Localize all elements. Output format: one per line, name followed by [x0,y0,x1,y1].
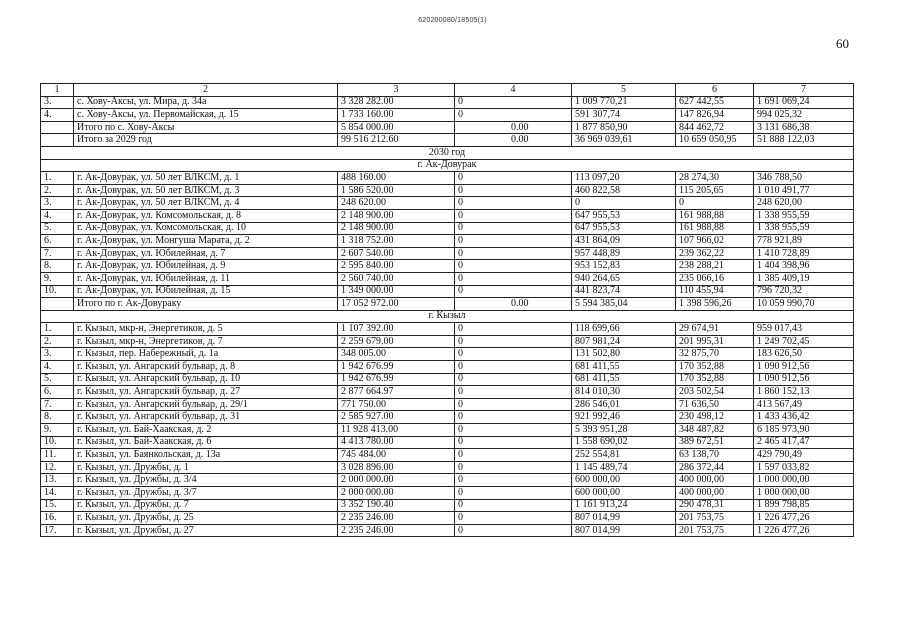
row-number-cell: 8. [41,411,74,424]
table-row [41,411,854,424]
total-cost-cell: 1 349 000.00 [338,285,455,298]
local-budget-cell: 201 753,75 [676,524,754,537]
owners-funds-cell: 51 888 122,03 [754,134,854,147]
table-row [41,109,854,122]
address-cell: с. Хову-Аксы, ул. Мира, д. 34а [74,96,338,109]
address-cell: г. Ак-Довурак, ул. Юбилейная, д. 7 [74,247,338,260]
fund-share-cell: 0 [455,386,572,399]
row-number-cell: 8. [41,260,74,273]
address-cell: г. Кызыл, ул. Дружбы, д. 1 [74,461,338,474]
page-number: 60 [836,36,849,51]
regional-budget-cell: 647 955,53 [572,209,676,222]
table-row [41,96,854,109]
table-row [41,335,854,348]
row-number-cell: 2. [41,184,74,197]
fund-share-cell: 0 [455,235,572,248]
regional-budget-cell: 957 448,89 [572,247,676,260]
fund-share-cell: 0 [455,436,572,449]
row-number-cell: 1. [41,172,74,185]
regional-budget-cell: 113 097,20 [572,172,676,185]
row-number-cell: 14. [41,487,74,500]
regional-budget-cell: 1 145 489,74 [572,461,676,474]
owners-funds-cell: 1 691 069,24 [754,96,854,109]
local-budget-cell: 110 455,94 [676,285,754,298]
address-cell: Итого по с. Хову-Аксы [74,121,338,134]
regional-budget-cell: 1 009 770,21 [572,96,676,109]
regional-budget-cell: 431 864,09 [572,235,676,248]
address-cell: г. Кызыл, ул. Ангарский бульвар, д. 29/1 [74,398,338,411]
total-cost-cell: 1 586 520.00 [338,184,455,197]
city-heading-kyzyl: г. Кызыл [41,310,854,323]
regional-budget-cell: 1 877 850,90 [572,121,676,134]
owners-funds-cell: 6 185 973,90 [754,424,854,437]
column-number: 4 [455,84,572,97]
address-cell: г. Ак-Довурак, ул. Юбилейная, д. 9 [74,260,338,273]
address-cell: г. Ак-Довурак, ул. Комсомольская, д. 8 [74,209,338,222]
total-cost-cell: 2 595 840.00 [338,260,455,273]
column-number: 2 [74,84,338,97]
regional-budget-cell: 131 502,80 [572,348,676,361]
row-number-cell: 2. [41,335,74,348]
row-number-cell: 6. [41,386,74,399]
address-cell: с. Хову-Аксы, ул. Первомайская, д. 15 [74,109,338,122]
total-cost-cell: 2 560 740.00 [338,272,455,285]
row-number-cell [41,298,74,311]
regional-budget-cell: 1 558 690,02 [572,436,676,449]
table-row [41,449,854,462]
address-cell: г. Кызыл, мкр-н, Энергетиков, д. 5 [74,323,338,336]
fund-share-cell: 0 [455,424,572,437]
local-budget-cell: 203 502,54 [676,386,754,399]
owners-funds-cell: 2 465 417,47 [754,436,854,449]
fund-share-cell: 0 [455,260,572,273]
row-number-cell: 11. [41,449,74,462]
local-budget-cell: 71 636,50 [676,398,754,411]
address-cell: г. Кызыл, ул. Дружбы, д. 3/4 [74,474,338,487]
owners-funds-cell: 346 788,50 [754,172,854,185]
table-row [41,487,854,500]
regional-budget-cell: 681 411,55 [572,361,676,374]
row-number-cell: 17. [41,524,74,537]
fund-share-cell: 0 [455,209,572,222]
total-cost-cell: 3 328 282.00 [338,96,455,109]
local-budget-cell: 201 995,31 [676,335,754,348]
total-cost-cell: 11 928 413.00 [338,424,455,437]
total-row [41,121,854,134]
regional-budget-cell: 600 000,00 [572,474,676,487]
address-cell: г. Ак-Довурак, ул. 50 лет ВЛКСМ, д. 4 [74,197,338,210]
regional-budget-cell: 921 992,46 [572,411,676,424]
local-budget-cell: 230 498,12 [676,411,754,424]
address-cell: г. Кызыл, мкр-н, Энергетиков, д. 7 [74,335,338,348]
owners-funds-cell: 1 010 491,77 [754,184,854,197]
address-cell: г. Ак-Довурак, ул. Монгуша Марата, д. 2 [74,235,338,248]
local-budget-cell: 400 000,00 [676,487,754,500]
table-row [41,272,854,285]
owners-funds-cell: 1 090 912,56 [754,373,854,386]
address-cell: г. Кызыл, ул. Дружбы, д. 3/7 [74,487,338,500]
regional-budget-cell: 5 393 951,28 [572,424,676,437]
address-cell: г. Кызыл, ул. Дружбы, д. 25 [74,512,338,525]
address-cell: г. Кызыл, ул. Дружбы, д. 27 [74,524,338,537]
local-budget-cell: 239 362,22 [676,247,754,260]
regional-budget-cell: 600 000,00 [572,487,676,500]
fund-share-cell: 0 [455,109,572,122]
regional-budget-cell: 807 014,99 [572,524,676,537]
total-cost-cell: 99 516 212.60 [338,134,455,147]
row-number-cell: 4. [41,209,74,222]
year-heading: 2030 год [41,146,854,159]
total-cost-cell: 1 318 752.00 [338,235,455,248]
local-budget-cell: 400 000,00 [676,474,754,487]
owners-funds-cell: 248 620,00 [754,197,854,210]
regional-budget-cell: 1 161 913,24 [572,499,676,512]
owners-funds-cell: 1 000 000,00 [754,474,854,487]
owners-funds-cell: 1 000 000,00 [754,487,854,500]
row-number-cell: 9. [41,272,74,285]
local-budget-cell: 238 288,21 [676,260,754,273]
local-budget-cell: 627 442,55 [676,96,754,109]
owners-funds-cell: 1 899 798,85 [754,499,854,512]
table-row [41,461,854,474]
total-cost-cell: 2 000 000.00 [338,474,455,487]
owners-funds-cell: 1 338 955,59 [754,222,854,235]
column-number: 7 [754,84,854,97]
fund-share-cell: 0.00 [455,134,572,147]
owners-funds-cell: 1 860 152,13 [754,386,854,399]
column-number: 3 [338,84,455,97]
address-cell: г. Кызыл, ул. Дружбы, д. 7 [74,499,338,512]
total-cost-cell: 1 942 676.99 [338,361,455,374]
fund-share-cell: 0 [455,272,572,285]
total-cost-cell: 348 005.00 [338,348,455,361]
fund-share-cell: 0.00 [455,121,572,134]
row-number-cell: 4. [41,361,74,374]
regional-budget-cell: 36 969 039,61 [572,134,676,147]
owners-funds-cell: 10 059 990,70 [754,298,854,311]
total-cost-cell: 2 585 927.00 [338,411,455,424]
table-row [41,373,854,386]
regional-budget-cell: 807 981,24 [572,335,676,348]
column-number: 1 [41,84,74,97]
local-budget-cell: 32 875,70 [676,348,754,361]
total-cost-cell: 4 413 780.00 [338,436,455,449]
fund-share-cell: 0 [455,487,572,500]
table-row [41,172,854,185]
total-cost-cell: 771 750.00 [338,398,455,411]
total-cost-cell: 1 107 392.00 [338,323,455,336]
row-number-cell: 7. [41,398,74,411]
row-number-cell: 4. [41,109,74,122]
table-row [41,386,854,399]
column-numbers-row [41,84,854,97]
table-row [41,323,854,336]
owners-funds-cell: 3 131 686,38 [754,121,854,134]
fund-share-cell: 0 [455,96,572,109]
total-cost-cell: 2 235 246.00 [338,512,455,525]
table-row [41,247,854,260]
total-row [41,134,854,147]
table-row [41,524,854,537]
fund-share-cell: 0 [455,348,572,361]
local-budget-cell: 235 066,16 [676,272,754,285]
owners-funds-cell: 1 249 702,45 [754,335,854,348]
column-number: 5 [572,84,676,97]
total-cost-cell: 3 028 896.00 [338,461,455,474]
total-cost-cell: 17 052 972.00 [338,298,455,311]
address-cell: г. Кызыл, ул. Бай-Хаакская, д. 6 [74,436,338,449]
address-cell: г. Ак-Довурак, ул. 50 лет ВЛКСМ, д. 1 [74,172,338,185]
regional-budget-cell: 681 411,55 [572,373,676,386]
local-budget-cell: 115 205,65 [676,184,754,197]
local-budget-cell: 170 352,88 [676,361,754,374]
column-number: 6 [676,84,754,97]
fund-share-cell: 0 [455,197,572,210]
local-budget-cell: 1 398 596,26 [676,298,754,311]
total-cost-cell: 2 235 246.00 [338,524,455,537]
fund-share-cell: 0 [455,411,572,424]
local-budget-cell: 844 462,72 [676,121,754,134]
total-cost-cell: 2 259 679.00 [338,335,455,348]
owners-funds-cell: 778 921,89 [754,235,854,248]
address-cell: г. Кызыл, ул. Баянкольская, д. 13а [74,449,338,462]
row-number-cell: 5. [41,222,74,235]
table-row [41,474,854,487]
regional-budget-cell: 807 014,99 [572,512,676,525]
table-row [41,260,854,273]
local-budget-cell: 29 674,91 [676,323,754,336]
fund-share-cell: 0 [455,247,572,260]
owners-funds-cell: 1 410 728,89 [754,247,854,260]
owners-funds-cell: 1 338 955,59 [754,209,854,222]
fund-share-cell: 0 [455,461,572,474]
table-body [41,84,854,537]
owners-funds-cell: 1 597 033,82 [754,461,854,474]
total-cost-cell: 248 620.00 [338,197,455,210]
total-cost-cell: 488 160.00 [338,172,455,185]
row-number-cell: 10. [41,285,74,298]
total-cost-cell: 1 942 676.99 [338,373,455,386]
regional-budget-cell: 940 264,65 [572,272,676,285]
year-heading-row [41,146,854,159]
fund-share-cell: 0.00 [455,298,572,311]
city-heading-akdovurak: г. Ак-Довурак [41,159,854,172]
address-cell: Итого по г. Ак-Довураку [74,298,338,311]
fund-share-cell: 0 [455,499,572,512]
owners-funds-cell: 183 626,50 [754,348,854,361]
table-row [41,348,854,361]
regional-budget-cell: 441 823,74 [572,285,676,298]
total-cost-cell: 2 148 900.00 [338,209,455,222]
owners-funds-cell: 1 226 477,26 [754,512,854,525]
row-number-cell: 16. [41,512,74,525]
local-budget-cell: 170 352,88 [676,373,754,386]
table-row [41,209,854,222]
total-cost-cell: 2 877 664.97 [338,386,455,399]
owners-funds-cell: 1 090 912,56 [754,361,854,374]
row-number-cell: 9. [41,424,74,437]
fund-share-cell: 0 [455,361,572,374]
local-budget-cell: 201 753,75 [676,512,754,525]
row-number-cell: 13. [41,474,74,487]
row-number-cell: 1. [41,323,74,336]
city-heading-kyzyl-row [41,310,854,323]
address-cell: г. Ак-Довурак, ул. Юбилейная, д. 11 [74,272,338,285]
row-number-cell: 5. [41,373,74,386]
local-budget-cell: 28 274,30 [676,172,754,185]
regional-budget-cell: 118 699,66 [572,323,676,336]
fund-share-cell: 0 [455,323,572,336]
table-row [41,499,854,512]
table-row [41,424,854,437]
fund-share-cell: 0 [455,512,572,525]
row-number-cell: 3. [41,348,74,361]
address-cell: г. Кызыл, ул. Ангарский бульвар, д. 31 [74,411,338,424]
total-cost-cell: 745 484.00 [338,449,455,462]
fund-share-cell: 0 [455,474,572,487]
housing-repair-table [40,83,854,537]
row-number-cell: 7. [41,247,74,260]
table-row [41,235,854,248]
row-number-cell [41,121,74,134]
fund-share-cell: 0 [455,184,572,197]
total-cost-cell: 2 607 540.00 [338,247,455,260]
regional-budget-cell: 814 010,30 [572,386,676,399]
address-cell: г. Ак-Довурак, ул. 50 лет ВЛКСМ, д. 3 [74,184,338,197]
table-row [41,512,854,525]
address-cell: Итого за 2029 год [74,134,338,147]
owners-funds-cell: 1 226 477,26 [754,524,854,537]
fund-share-cell: 0 [455,398,572,411]
fund-share-cell: 0 [455,524,572,537]
row-number-cell: 6. [41,235,74,248]
local-budget-cell: 161 988,88 [676,222,754,235]
address-cell: г. Ак-Довурак, ул. Комсомольская, д. 10 [74,222,338,235]
owners-funds-cell: 1 433 436,42 [754,411,854,424]
total-cost-cell: 2 148 900.00 [338,222,455,235]
address-cell: г. Кызыл, ул. Ангарский бульвар, д. 8 [74,361,338,374]
local-budget-cell: 63 138,70 [676,449,754,462]
fund-share-cell: 0 [455,172,572,185]
table-row [41,398,854,411]
row-number-cell: 15. [41,499,74,512]
regional-budget-cell: 252 554,81 [572,449,676,462]
owners-funds-cell: 429 790,49 [754,449,854,462]
table-row [41,222,854,235]
local-budget-cell: 348 487,82 [676,424,754,437]
total-row [41,298,854,311]
total-cost-cell: 5 854 000.00 [338,121,455,134]
table-row [41,197,854,210]
fund-share-cell: 0 [455,449,572,462]
document-id: 620200080/18505(1) [418,17,487,24]
local-budget-cell: 10 659 050,95 [676,134,754,147]
row-number-cell: 12. [41,461,74,474]
row-number-cell: 3. [41,96,74,109]
local-budget-cell: 0 [676,197,754,210]
local-budget-cell: 286 372,44 [676,461,754,474]
fund-share-cell: 0 [455,335,572,348]
row-number-cell [41,134,74,147]
owners-funds-cell: 959 017,43 [754,323,854,336]
table-row [41,361,854,374]
local-budget-cell: 389 672,51 [676,436,754,449]
address-cell: г. Кызыл, пер. Набережный, д. 1а [74,348,338,361]
local-budget-cell: 147 826,94 [676,109,754,122]
owners-funds-cell: 413 567,49 [754,398,854,411]
table-row [41,436,854,449]
regional-budget-cell: 591 307,74 [572,109,676,122]
local-budget-cell: 161 988,88 [676,209,754,222]
row-number-cell: 10. [41,436,74,449]
owners-funds-cell: 1 385 409,19 [754,272,854,285]
table-row [41,285,854,298]
total-cost-cell: 2 000 000.00 [338,487,455,500]
fund-share-cell: 0 [455,373,572,386]
owners-funds-cell: 796 720,32 [754,285,854,298]
city-heading-akdovurak-row [41,159,854,172]
regional-budget-cell: 0 [572,197,676,210]
fund-share-cell: 0 [455,285,572,298]
address-cell: г. Кызыл, ул. Ангарский бульвар, д. 27 [74,386,338,399]
address-cell: г. Кызыл, ул. Ангарский бульвар, д. 10 [74,373,338,386]
local-budget-cell: 107 966,02 [676,235,754,248]
regional-budget-cell: 953 152,83 [572,260,676,273]
address-cell: г. Ак-Довурак, ул. Юбилейная, д. 15 [74,285,338,298]
address-cell: г. Кызыл, ул. Бай-Хаакская, д. 2 [74,424,338,437]
regional-budget-cell: 286 546,01 [572,398,676,411]
fund-share-cell: 0 [455,222,572,235]
owners-funds-cell: 1 404 398,96 [754,260,854,273]
owners-funds-cell: 994 025,32 [754,109,854,122]
row-number-cell: 3. [41,197,74,210]
total-cost-cell: 1 733 160.00 [338,109,455,122]
total-cost-cell: 3 352 190.40 [338,499,455,512]
regional-budget-cell: 647 955,53 [572,222,676,235]
regional-budget-cell: 460 822,58 [572,184,676,197]
regional-budget-cell: 5 594 385,04 [572,298,676,311]
table-row [41,184,854,197]
local-budget-cell: 290 478,31 [676,499,754,512]
